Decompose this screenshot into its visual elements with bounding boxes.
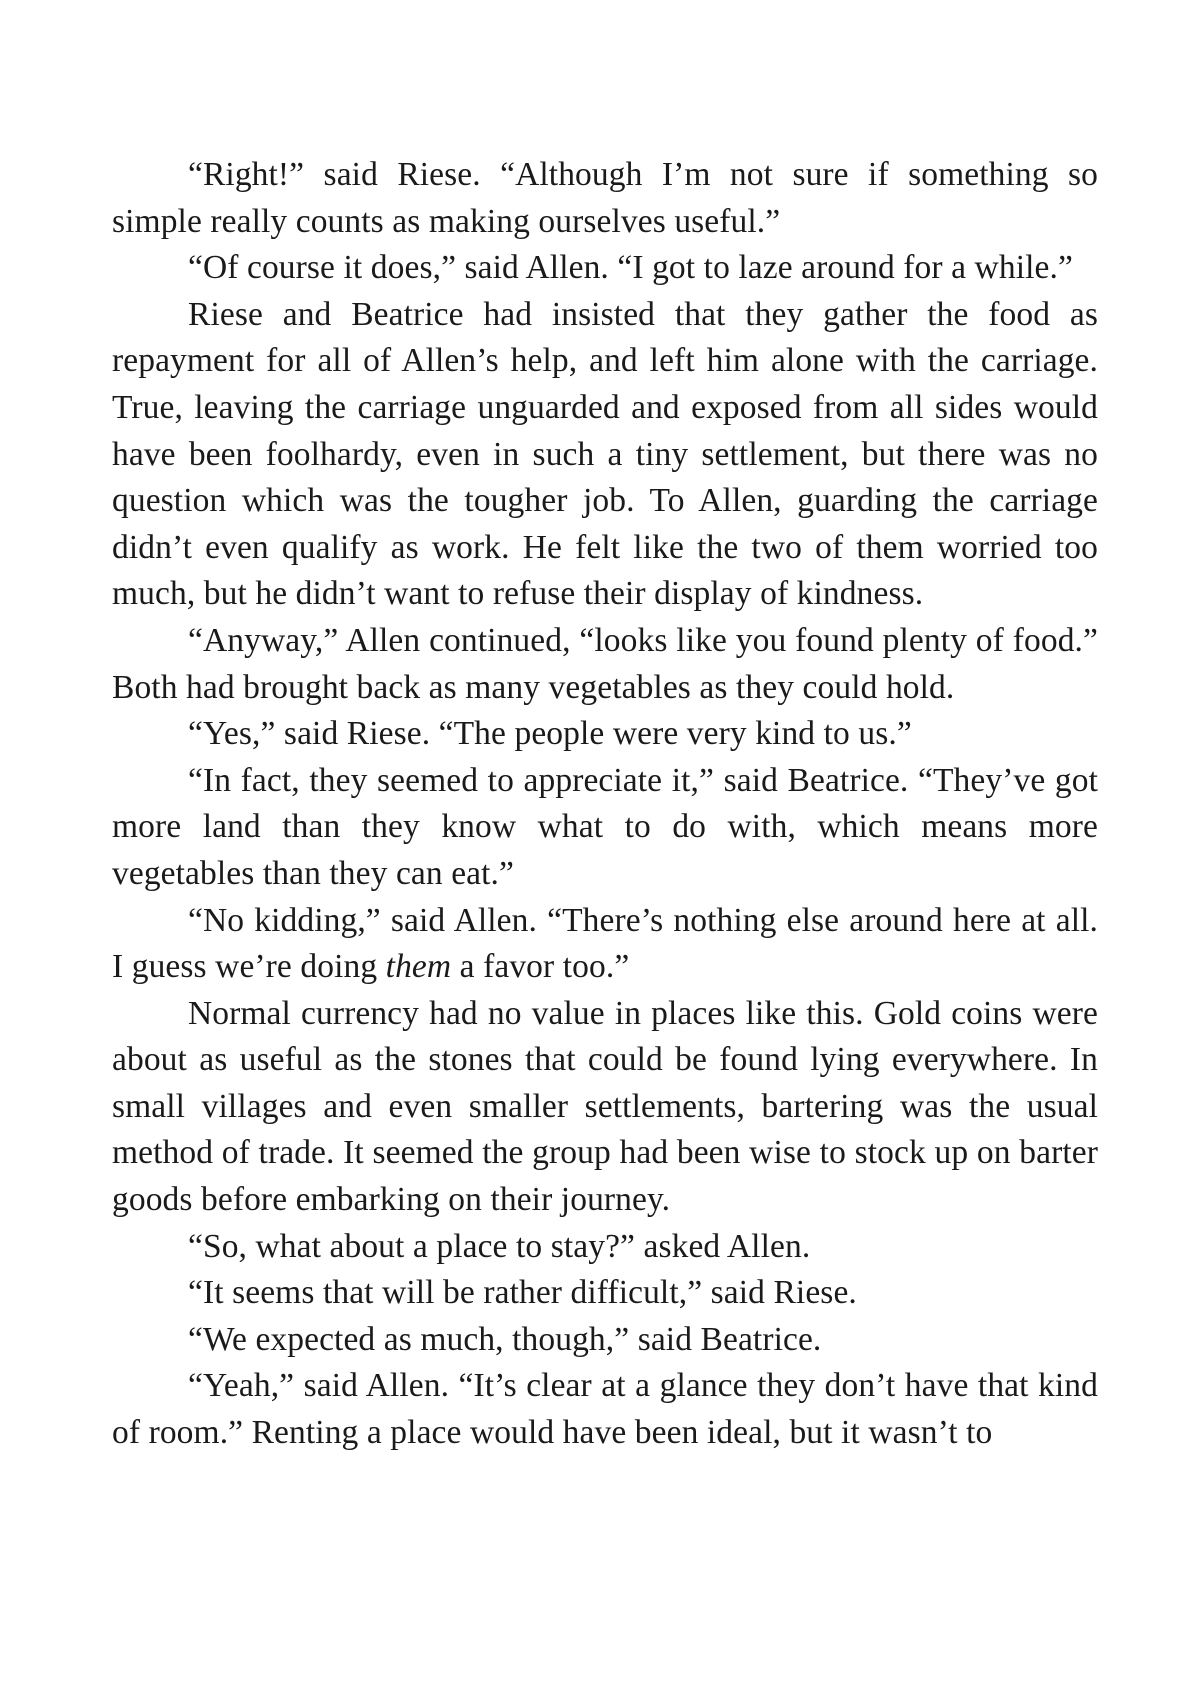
paragraph: “Yes,” said Riese. “The people were very kind to us.” (188, 715, 912, 753)
page-body-text (112, 152, 1098, 1457)
paragraph: “We expected as much, though,” said Beatrice. (188, 1320, 822, 1358)
paragraph: “Anyway,” Allen continued, “looks like you found plenty of food.” Both had brought back as many vegetables as they could hold. (112, 621, 1098, 706)
emphasized-word: them (385, 948, 452, 986)
paragraph: Riese and Beatrice had insisted that they gather the food as repayment for all of Allen’s help, and left him alone with the carriage. True, leaving the carriage unguarded and exposed from all sides would have been foolhardy, even in such a tiny settlement, but there was no question which was the tougher job. To Allen, guarding the carriage didn’t even qualify as work. He felt like the two of them worried too much, but he didn’t want to refuse their display of kindness. (112, 295, 1098, 613)
paragraph: “It seems that will be rather difficult,” said Riese. (188, 1274, 857, 1312)
paragraph: Normal currency had no value in places like this. Gold coins were about as useful as the stones that could be found lying everywhere. In small villages and even smaller settlements, bartering was the usual method of trade. It seemed the group had been wise to stock up on barter goods before embarking on their journey. (112, 994, 1098, 1219)
paragraph: “Of course it does,” said Allen. “I got to laze around for a while.” (188, 249, 1073, 287)
paragraph: “Yeah,” said Allen. “It’s clear at a glance they don’t have that kind of room.” Renting a place would have been ideal, but it wasn’t to (112, 1367, 1098, 1452)
paragraph: “Right!” said Riese. “Although I’m not sure if something so simple really counts as making ourselves useful.” (112, 156, 1098, 240)
paragraph: “In fact, they seemed to appreciate it,” said Beatrice. “They’ve got more land than they know what to do with, which means more vegetables than they can eat.” (112, 761, 1098, 892)
paragraph-text: a favor too.” (451, 948, 630, 986)
paragraph: “So, what about a place to stay?” asked Allen. (188, 1227, 811, 1265)
paragraph (112, 898, 1098, 991)
paragraph-text: “No kidding,” said Allen. “There’s nothing else around here at all. I guess we’re doing (112, 901, 1098, 986)
